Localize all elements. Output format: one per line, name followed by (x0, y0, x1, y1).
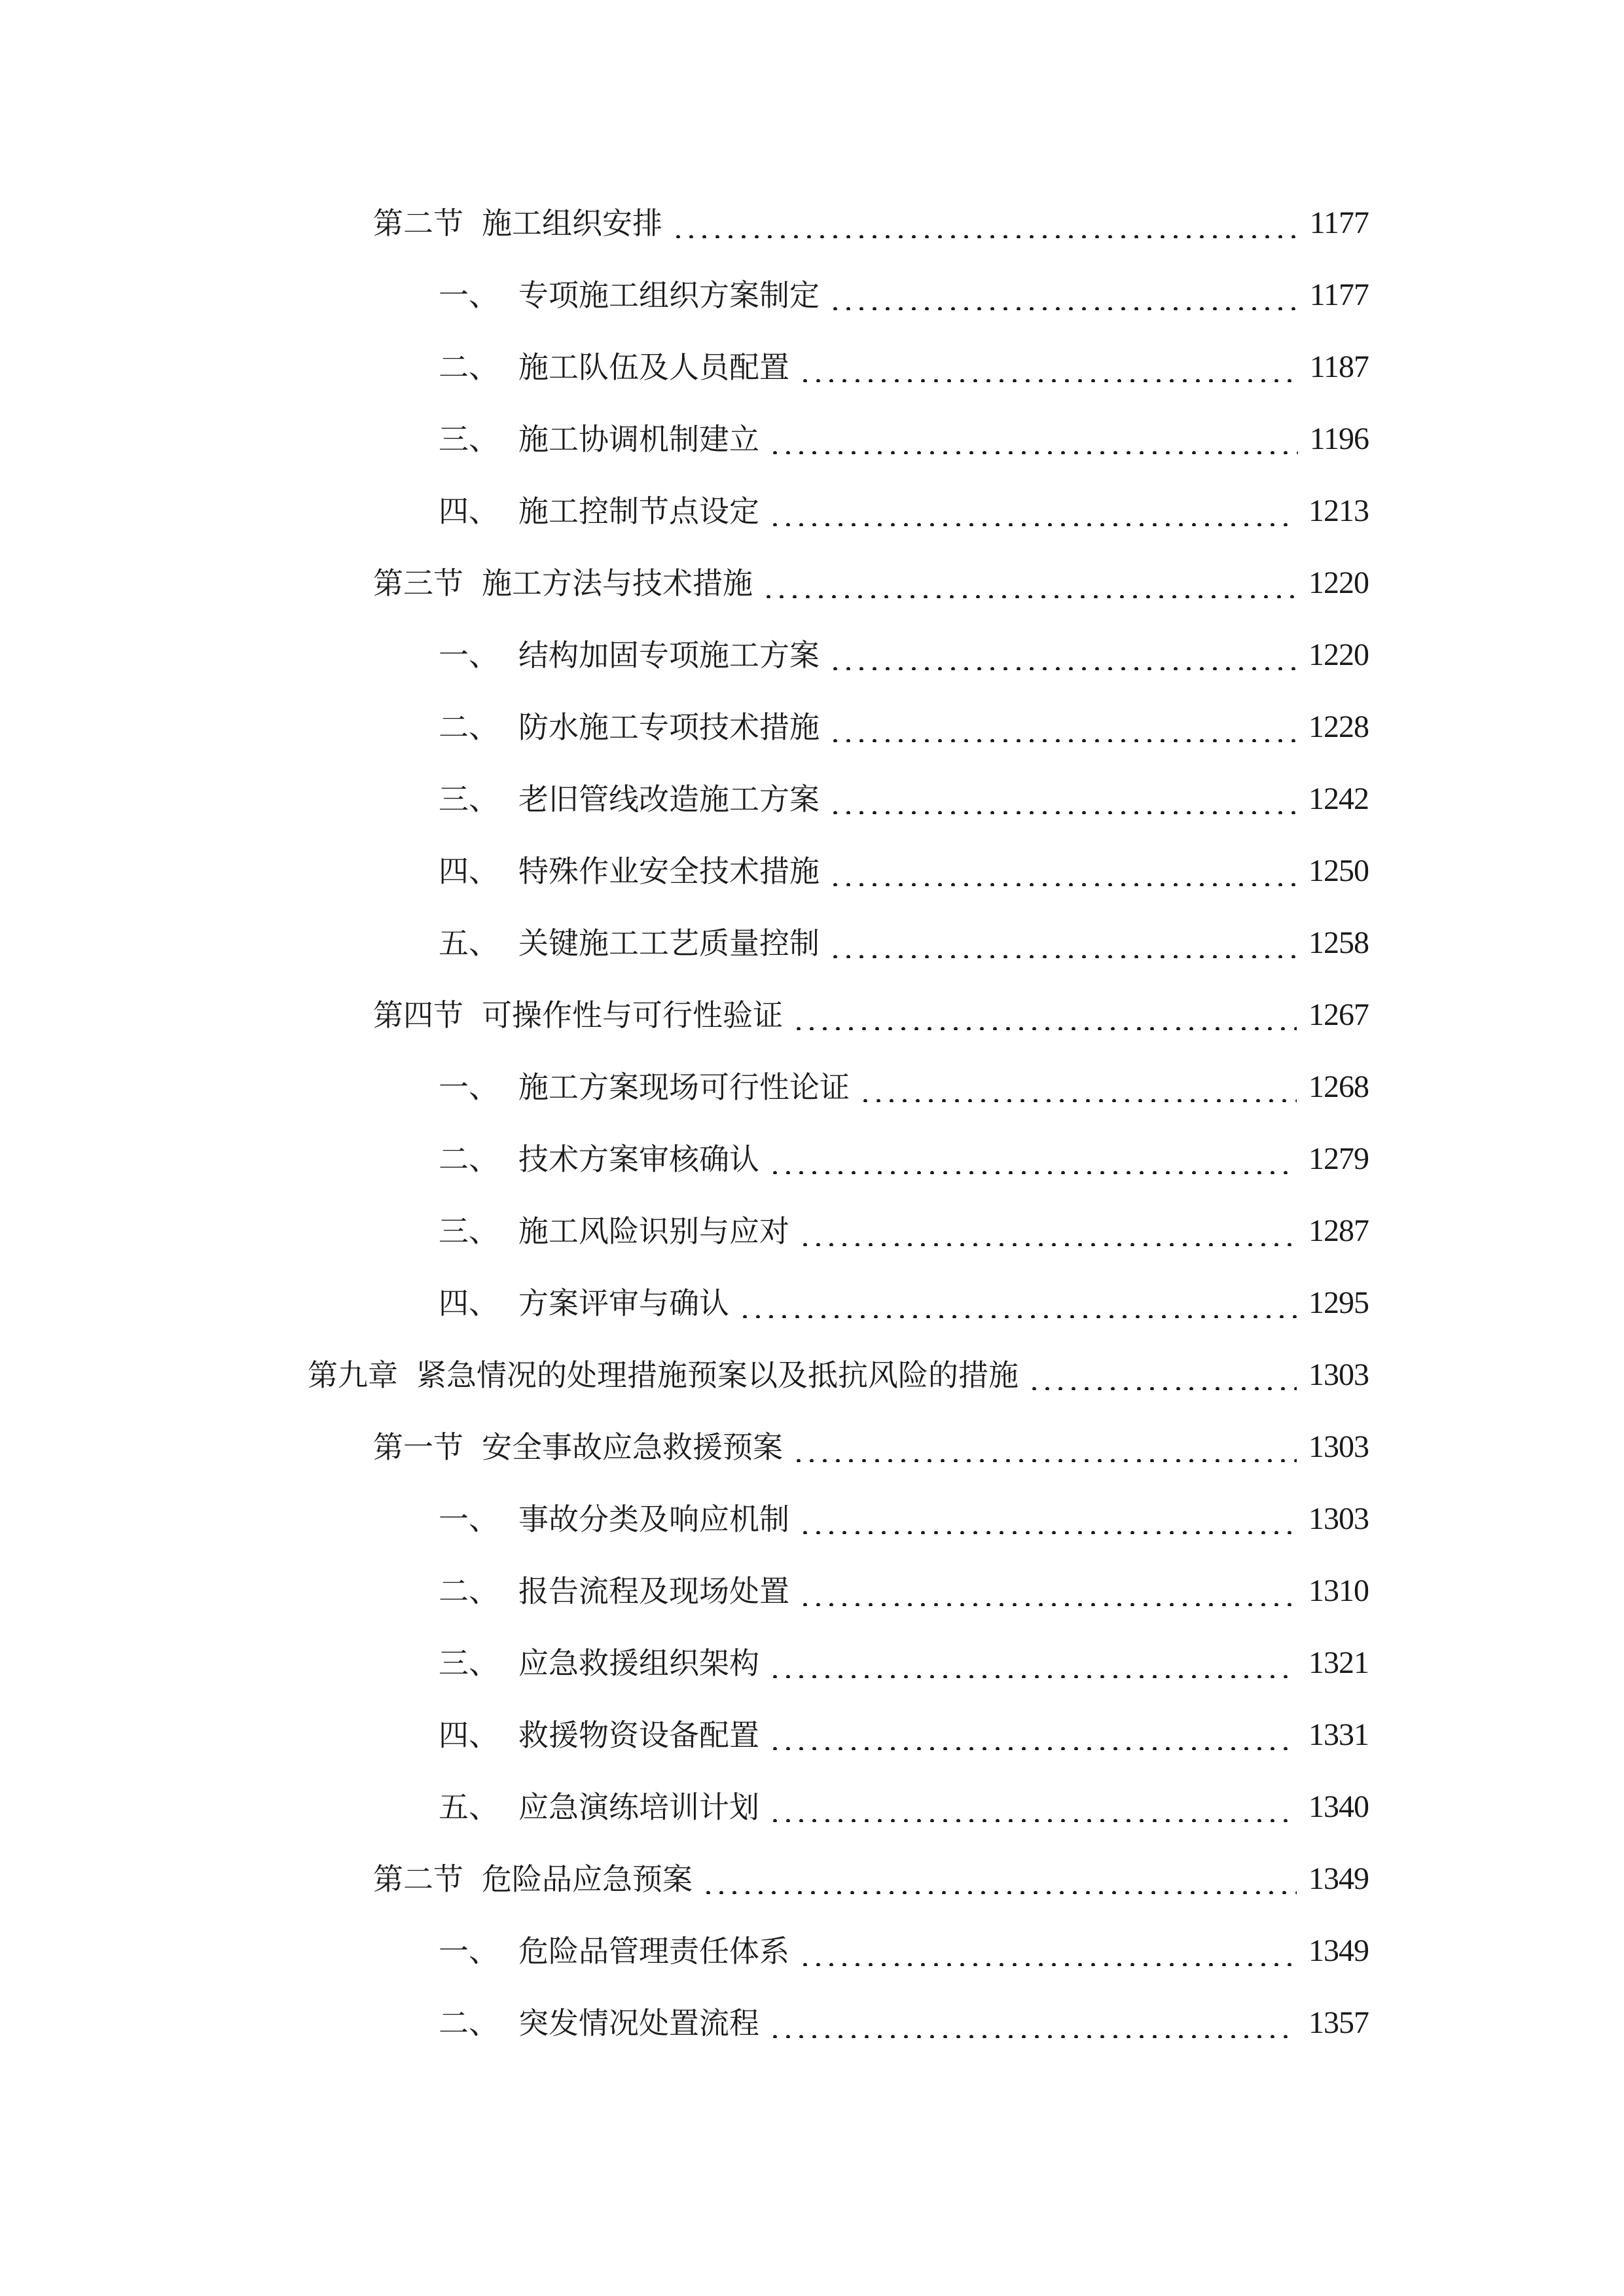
toc-entry-chapter[interactable] (0, 1339, 1624, 1411)
toc-entry-page-number: 1331 (1308, 1717, 1369, 1752)
toc-entry-page-number: 1220 (1308, 637, 1369, 672)
toc-entry-title: 应急演练培训计划 (518, 1789, 759, 1825)
toc-entry-page-number: 1177 (1309, 206, 1369, 240)
toc-entry-page-number: 1321 (1308, 1645, 1369, 1680)
toc-entry-number: 五、 (439, 925, 499, 961)
toc-entry-page-number: 1310 (1308, 1573, 1369, 1608)
toc-entry-item[interactable] (0, 331, 1624, 403)
toc-entry-number: 三、 (439, 781, 499, 817)
toc-entry-item[interactable] (0, 1051, 1624, 1123)
toc-entry-number: 一、 (439, 637, 499, 673)
toc-entry-item[interactable] (0, 763, 1624, 835)
toc-entry-number: 二、 (439, 709, 499, 745)
toc-entry-number: 一、 (439, 1933, 499, 1969)
dot-leader (768, 1792, 1297, 1822)
dot-leader (768, 424, 1298, 454)
toc-entry-item[interactable] (0, 403, 1624, 475)
toc-entry-title: 施工方案现场可行性论证 (518, 1069, 850, 1105)
dot-leader (762, 568, 1297, 598)
toc-entry-title: 结构加固专项施工方案 (518, 637, 820, 673)
dot-leader (829, 280, 1298, 310)
toc-entry-item[interactable] (0, 619, 1624, 691)
toc-entry-page-number: 1268 (1308, 1069, 1369, 1104)
toc-entry-title: 报告流程及现场处置 (518, 1573, 789, 1609)
toc-entry-title: 防水施工专项技术措施 (518, 709, 820, 745)
toc-entry-number: 三、 (439, 1213, 499, 1249)
toc-entry-number: 四、 (439, 493, 499, 529)
dot-leader (792, 1432, 1297, 1462)
toc-entry-item[interactable] (0, 1555, 1624, 1627)
dot-leader (799, 1216, 1297, 1246)
toc-entry-page-number: 1349 (1308, 1861, 1369, 1896)
toc-entry-number: 第二节 (373, 206, 463, 241)
dot-leader (768, 1720, 1297, 1750)
toc-entry-title: 方案评审与确认 (518, 1285, 729, 1321)
toc-entry-title: 可操作性与可行性验证 (482, 997, 783, 1033)
toc-entry-page-number: 1340 (1308, 1789, 1369, 1824)
toc-entry-section[interactable] (0, 979, 1624, 1051)
toc-entry-section[interactable] (0, 1843, 1624, 1915)
toc-entry-number: 四、 (439, 853, 499, 889)
dot-leader (799, 1504, 1297, 1534)
toc-entry-item[interactable] (0, 907, 1624, 979)
toc-entry-number: 二、 (439, 1573, 499, 1609)
toc-entry-section[interactable] (0, 547, 1624, 619)
toc-entry-page-number: 1357 (1308, 2005, 1369, 2040)
toc-entry-page-number: 1220 (1308, 565, 1369, 600)
toc-entry-title: 特殊作业安全技术措施 (518, 853, 820, 889)
toc-entry-number: 一、 (439, 1501, 499, 1537)
toc-entry-number: 第二节 (373, 1861, 463, 1897)
table-of-contents (0, 187, 1624, 2059)
toc-entry-section[interactable] (0, 1411, 1624, 1483)
dot-leader (768, 1144, 1297, 1174)
toc-entry-title: 专项施工组织方案制定 (518, 278, 820, 313)
toc-entry-section[interactable] (0, 187, 1624, 259)
toc-entry-page-number: 1349 (1308, 1933, 1369, 1968)
toc-entry-page-number: 1187 (1309, 350, 1369, 384)
toc-entry-title: 应急救援组织架构 (518, 1645, 759, 1681)
toc-entry-page-number: 1177 (1309, 278, 1369, 312)
toc-entry-number: 二、 (439, 1141, 499, 1177)
toc-entry-page-number: 1287 (1308, 1213, 1369, 1248)
toc-entry-title: 突发情况处置流程 (518, 2005, 759, 2041)
dot-leader (799, 1936, 1297, 1966)
dot-leader (738, 1288, 1297, 1318)
toc-entry-number: 一、 (439, 278, 499, 313)
toc-entry-number: 四、 (439, 1717, 499, 1753)
toc-entry-item[interactable] (0, 1915, 1624, 1987)
toc-entry-number: 第三节 (373, 565, 463, 601)
toc-entry-page-number: 1295 (1308, 1285, 1369, 1320)
toc-entry-title: 紧急情况的处理措施预案以及抵抗风险的措施 (416, 1357, 1019, 1393)
dot-leader (768, 496, 1297, 526)
toc-entry-item[interactable] (0, 1123, 1624, 1195)
toc-entry-item[interactable] (0, 259, 1624, 331)
dot-leader (829, 928, 1297, 958)
toc-entry-number: 一、 (439, 1069, 499, 1105)
dot-leader (829, 856, 1297, 886)
toc-entry-item[interactable] (0, 691, 1624, 763)
toc-entry-page-number: 1303 (1308, 1357, 1369, 1392)
toc-entry-number: 第四节 (373, 997, 463, 1033)
toc-entry-title: 危险品应急预案 (482, 1861, 693, 1897)
dot-leader (829, 640, 1297, 670)
dot-leader (1028, 1360, 1297, 1390)
toc-entry-item[interactable] (0, 1699, 1624, 1771)
toc-entry-item[interactable] (0, 1195, 1624, 1267)
dot-leader (829, 784, 1297, 814)
toc-entry-page-number: 1258 (1308, 925, 1369, 960)
toc-entry-item[interactable] (0, 1627, 1624, 1699)
toc-entry-number: 二、 (439, 2005, 499, 2041)
toc-entry-number: 三、 (439, 1645, 499, 1681)
dot-leader (859, 1072, 1297, 1102)
toc-entry-title: 危险品管理责任体系 (518, 1933, 789, 1969)
toc-entry-number: 五、 (439, 1789, 499, 1825)
dot-leader (799, 352, 1298, 382)
toc-entry-title: 施工组织安排 (482, 206, 662, 241)
toc-entry-title: 施工控制节点设定 (518, 493, 759, 529)
toc-entry-item[interactable] (0, 475, 1624, 547)
toc-entry-item[interactable] (0, 1771, 1624, 1843)
toc-entry-item[interactable] (0, 1483, 1624, 1555)
toc-entry-number: 第九章 (308, 1357, 398, 1393)
toc-entry-page-number: 1228 (1308, 709, 1369, 744)
dot-leader (702, 1864, 1297, 1894)
toc-entry-page-number: 1303 (1308, 1429, 1369, 1464)
toc-entry-title: 关键施工工艺质量控制 (518, 925, 820, 961)
dot-leader (672, 208, 1298, 238)
toc-entry-item[interactable] (0, 1987, 1624, 2059)
toc-entry-page-number: 1196 (1309, 422, 1369, 456)
dot-leader (799, 1576, 1297, 1606)
toc-entry-title: 事故分类及响应机制 (518, 1501, 789, 1537)
toc-entry-title: 技术方案审核确认 (518, 1141, 759, 1177)
dot-leader (768, 2008, 1297, 2038)
toc-entry-page-number: 1279 (1308, 1141, 1369, 1176)
toc-entry-page-number: 1267 (1308, 997, 1369, 1032)
toc-entry-title: 施工协调机制建立 (518, 422, 759, 457)
dot-leader (829, 712, 1297, 742)
toc-entry-number: 二、 (439, 350, 499, 385)
toc-entry-number: 三、 (439, 422, 499, 457)
toc-entry-page-number: 1250 (1308, 853, 1369, 888)
toc-entry-item[interactable] (0, 1267, 1624, 1339)
toc-entry-page-number: 1213 (1308, 493, 1369, 528)
toc-entry-title: 救援物资设备配置 (518, 1717, 759, 1753)
toc-entry-title: 施工风险识别与应对 (518, 1213, 789, 1249)
toc-entry-title: 老旧管线改造施工方案 (518, 781, 820, 817)
toc-entry-item[interactable] (0, 835, 1624, 907)
toc-entry-title: 施工方法与技术措施 (482, 565, 753, 601)
dot-leader (768, 1648, 1297, 1678)
toc-entry-page-number: 1303 (1308, 1501, 1369, 1536)
toc-entry-number: 四、 (439, 1285, 499, 1321)
toc-entry-title: 安全事故应急救援预案 (482, 1429, 783, 1465)
dot-leader (792, 1000, 1297, 1030)
toc-entry-page-number: 1242 (1308, 781, 1369, 816)
toc-entry-title: 施工队伍及人员配置 (518, 350, 789, 385)
toc-entry-number: 第一节 (373, 1429, 463, 1465)
